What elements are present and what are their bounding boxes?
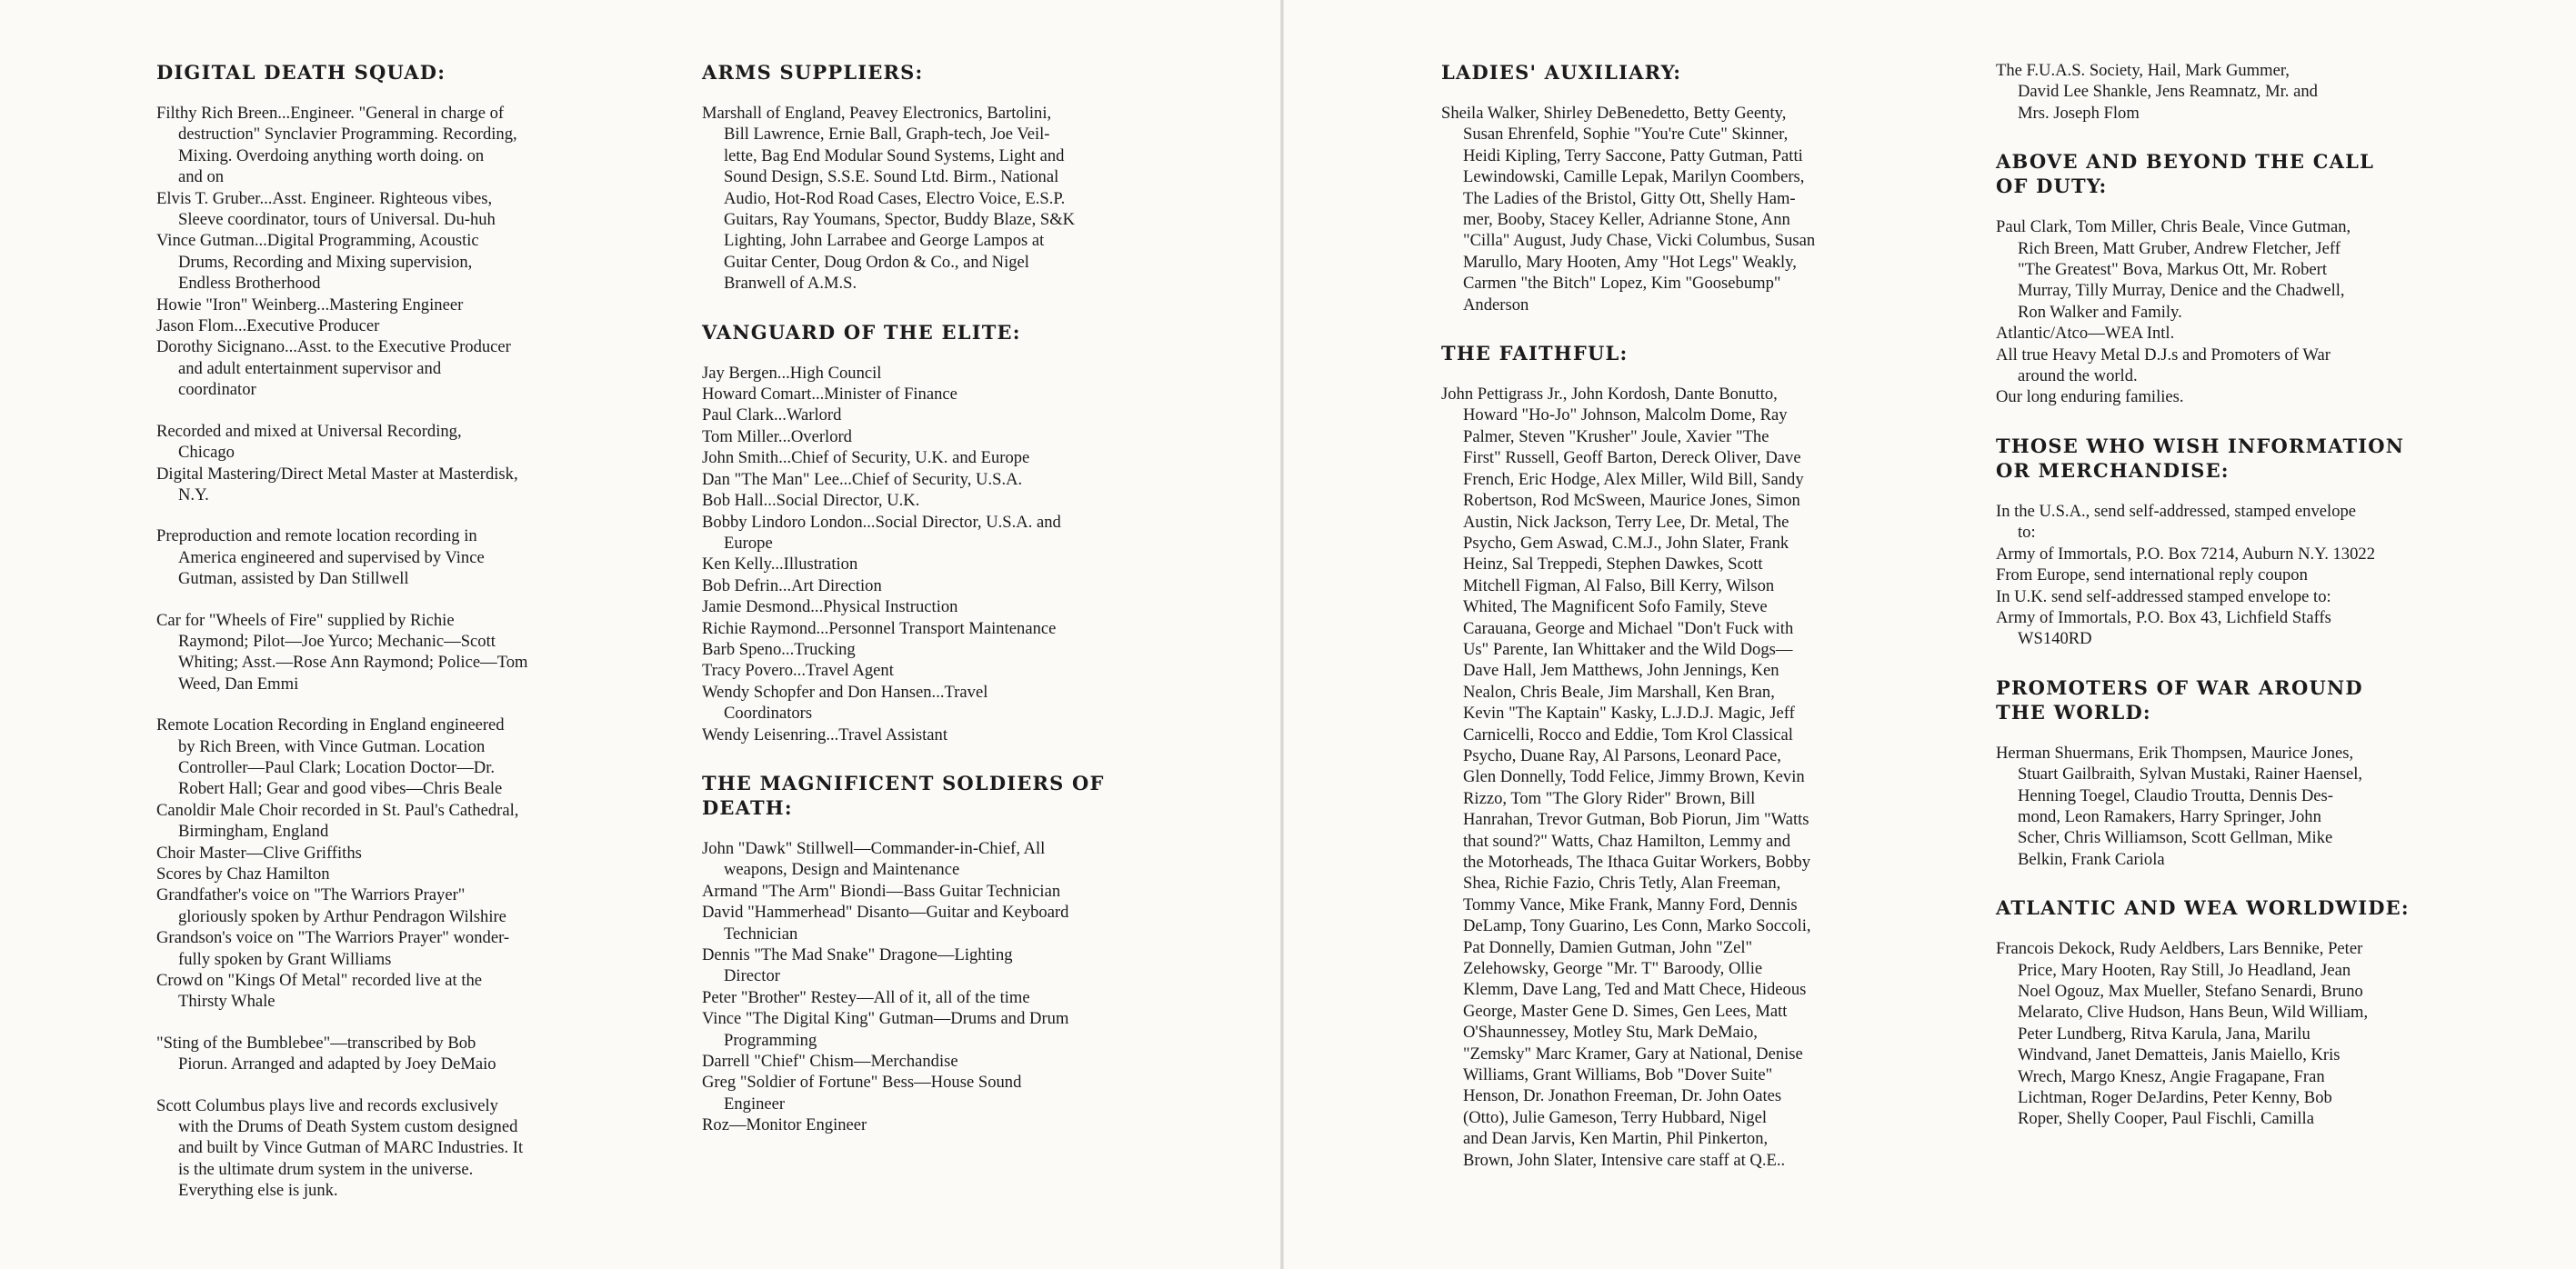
credit-line-continued: gloriously spoken by Arthur Pendragon Wilshire (178, 906, 506, 926)
credit-entry (156, 1095, 575, 1202)
credit-entry (1996, 216, 2414, 323)
credit-line: Our long enduring families. (1996, 387, 2184, 407)
section-heading: THE MAGNIFICENT SOLDIERS OF DEATH: (702, 771, 1105, 819)
credit-entry (156, 525, 575, 589)
credit-line-continued: Roper, Shelly Cooper, Paul Fischli, Camilla (2018, 1109, 2314, 1129)
credit-line: Marshall of England, Peavey Electronics, Bartolini, (702, 104, 1052, 123)
credit-line-continued: Guitar Center, Doug Ordon & Co., and Nigel (724, 252, 1029, 272)
page-fold (1280, 0, 1284, 1269)
credit-entry (1996, 386, 2414, 407)
credit-line-continued: DeLamp, Tony Guarino, Les Conn, Marko Soccoli, (1463, 916, 1811, 936)
credit-line-continued: Bill Lawrence, Ernie Ball, Graph-tech, Joe Veil- (724, 125, 1050, 145)
credit-line-continued: Hanrahan, Trevor Gutman, Bob Piorun, Jim "Watts (1463, 810, 1809, 830)
credit-line-continued: Henning Toegel, Claudio Troutta, Dennis Des- (2018, 785, 2333, 805)
credit-line: Car for "Wheels of Fire" supplied by Richie (156, 610, 455, 630)
column-4 (1996, 60, 2414, 1155)
credit-entry (156, 610, 575, 695)
credit-line: Jason Flom...Executive Producer (156, 316, 380, 336)
credit-entry (1996, 607, 2414, 650)
section-heading: THOSE WHO WISH INFORMATION OR MERCHANDISE: (1996, 434, 2405, 482)
credit-entry (702, 902, 1129, 944)
credit-entry (702, 618, 1129, 639)
credit-line: Recorded and mixed at Universal Recording, (156, 421, 462, 441)
credit-line: Grandson's voice on "The Warriors Prayer" wonder- (156, 928, 510, 948)
credits-paragraph (702, 363, 1129, 745)
credit-line-continued: Birmingham, England (178, 822, 329, 842)
credit-entry (156, 927, 575, 970)
credit-line-continued: Us" Parente, Ian Whittaker and the Wild Dogs— (1463, 639, 1793, 659)
credit-line-continued: fully spoken by Grant Williams (178, 949, 392, 969)
credit-entry (702, 1072, 1129, 1114)
credit-entry (702, 1051, 1129, 1072)
credit-line-continued: Piorun. Arranged and adapted by Joey DeMaio (178, 1054, 496, 1074)
credit-line-continued: Drums, Recording and Mixing supervision, (178, 252, 473, 272)
credit-line-continued: around the world. (2018, 366, 2138, 386)
credit-line-continued: Windvand, Janet Dematteis, Janis Maiello, Kris (2018, 1045, 2340, 1065)
credit-line-continued: Wrech, Margo Knesz, Angie Fragapane, Fran (2018, 1066, 2325, 1086)
credit-line-continued: and Dean Jarvis, Ken Martin, Phil Pinkerton, (1463, 1129, 1769, 1149)
credit-line-continued: Sound Design, S.S.E. Sound Ltd. Birm., National (724, 167, 1059, 187)
credits-section (1996, 895, 2414, 1130)
credit-line: Atlantic/Atco—WEA Intl. (1996, 324, 2175, 344)
credit-entry (702, 987, 1129, 1008)
credit-line: Tracy Povero...Travel Agent (702, 661, 894, 681)
credit-line: Armand "The Arm" Biondi—Bass Guitar Technician (702, 881, 1061, 901)
credit-line: Paul Clark, Tom Miller, Chris Beale, Vince Gutman, (1996, 217, 2351, 237)
credit-line: Choir Master—Clive Griffiths (156, 843, 362, 863)
credit-line-continued: Weed, Dan Emmi (178, 674, 299, 694)
credits-section (702, 60, 1129, 295)
credit-line-continued: Director (724, 966, 780, 986)
credit-entry (156, 464, 575, 506)
credit-entry (702, 384, 1129, 405)
credit-entry (1996, 60, 2414, 124)
credit-line: From Europe, send international reply coupon (1996, 565, 2308, 585)
credit-line: Greg "Soldier of Fortune" Bess—House Sound (702, 1073, 1022, 1093)
credit-line: Howard Comart...Minister of Finance (702, 385, 957, 405)
credit-line: Scores by Chaz Hamilton (156, 864, 330, 884)
credit-line: Sheila Walker, Shirley DeBenedetto, Betty Geenty, (1441, 104, 1787, 123)
credit-entry (702, 405, 1129, 425)
credit-line-continued: the Motorheads, The Ithaca Guitar Workers, Bobby (1463, 853, 1810, 872)
credit-entry (1996, 938, 2414, 1130)
credit-line: Digital Mastering/Direct Metal Master at Masterdisk, (156, 464, 518, 484)
credit-entry (156, 843, 575, 864)
credit-line-continued: First" Russell, Geoff Barton, Dereck Oliver, Dave (1463, 448, 1801, 468)
credit-entry (702, 660, 1129, 681)
credit-line-continued: destruction" Synclavier Programming. Recording, (178, 125, 517, 145)
credit-line-continued: Austin, Nick Jackson, Terry Lee, Dr. Metal, The (1463, 512, 1789, 532)
credit-line-continued: "Cilla" August, Judy Chase, Vicki Columbus, Susan (1463, 231, 1816, 251)
credit-line-continued: Lighting, John Larrabee and George Lampos at (724, 231, 1045, 251)
credit-line: Grandfather's voice on "The Warriors Prayer" (156, 885, 466, 905)
credit-line-continued: George, Master Gene D. Simes, Gen Lees, Matt (1463, 1001, 1788, 1021)
credit-line-continued: and adult entertainment supervisor and (178, 358, 442, 378)
credit-line-continued: and built by Vince Gutman of MARC Industries. It (178, 1138, 524, 1158)
section-heading: ABOVE AND BEYOND THE CALL OF DUTY: (1996, 150, 2375, 198)
credit-line-continued: Mitchell Figman, Al Falso, Bill Kerry, Wilson (1463, 575, 1775, 595)
credits-section (1996, 675, 2414, 870)
credits-section (1996, 149, 2414, 408)
column-1 (156, 60, 575, 1227)
credit-line-continued: weapons, Design and Maintenance (724, 860, 960, 880)
credit-line-continued: Raymond; Pilot—Joe Yurco; Mechanic—Scott (178, 631, 496, 651)
credit-line-continued: Scher, Chris Williamson, Scott Gellman, Mike (2018, 828, 2333, 848)
credit-entry (1441, 103, 1869, 315)
credit-line-continued: Sleeve coordinator, tours of Universal. Du-huh (178, 210, 496, 230)
credit-line-continued: The Ladies of the Bristol, Gitty Ott, Shelly Ham- (1463, 188, 1796, 208)
credit-line-continued: Anderson (1463, 295, 1529, 315)
credit-line: David "Hammerhead" Disanto—Guitar and Keyboard (702, 903, 1069, 923)
credit-line: Roz—Monitor Engineer (702, 1115, 867, 1135)
credit-entry (702, 363, 1129, 384)
credits-section (1441, 341, 1869, 1171)
credit-line-continued: Lewindowski, Camille Lepak, Marilyn Coombers, (1463, 167, 1805, 187)
credits-paragraph (156, 610, 575, 695)
credit-line-continued: O'Shaunnessey, Motley Stu, Mark DeMaio, (1463, 1023, 1758, 1043)
credit-line-continued: Nealon, Chris Beale, Jim Marshall, Ken Bran, (1463, 682, 1775, 702)
credit-entry (702, 1114, 1129, 1135)
credit-line-continued: Glen Donnelly, Todd Felice, Jimmy Brown, Kevin (1463, 767, 1805, 787)
credit-entry (702, 469, 1129, 490)
credit-line-continued: Howard "Ho-Jo" Johnson, Malcolm Dome, Ray (1463, 405, 1788, 425)
credit-line: Jay Bergen...High Council (702, 363, 882, 383)
credit-entry (1996, 743, 2414, 870)
credits-section (702, 320, 1129, 745)
credits-paragraph (156, 714, 575, 1013)
credit-entry (156, 315, 575, 336)
credit-line-continued: Lichtman, Roger DeJardins, Peter Kenny, Bob (2018, 1088, 2332, 1107)
credit-entry (156, 336, 575, 400)
section-heading: DIGITAL DEATH SQUAD: (156, 61, 446, 84)
credits-paragraph (156, 103, 575, 401)
credit-line-continued: Guitars, Ray Youmans, Spector, Buddy Blaze, S&K (724, 210, 1076, 230)
credit-entry (156, 800, 575, 843)
credit-entry (702, 944, 1129, 987)
credit-entry (702, 596, 1129, 617)
credit-entry (702, 682, 1129, 724)
credits-paragraph (1996, 216, 2414, 408)
credit-line-continued: WS140RD (2018, 629, 2092, 649)
credit-line: Francois Dekock, Rudy Aeldbers, Lars Bennike, Peter (1996, 939, 2363, 959)
credit-line: Army of Immortals, P.O. Box 7214, Auburn N.Y. 13022 (1996, 544, 2375, 564)
credit-line-continued: Tommy Vance, Mike Frank, Manny Ford, Dennis (1463, 894, 1798, 914)
credit-entry (156, 714, 575, 800)
credits-paragraph (1996, 743, 2414, 870)
credit-entry (702, 103, 1129, 295)
credit-line-continued: French, Eric Hodge, Alex Miller, Wild Bill, Sandy (1463, 469, 1804, 489)
credit-line: Dennis "The Mad Snake" Dragone—Lighting (702, 945, 1013, 964)
credit-line-continued: is the ultimate drum system in the universe. (178, 1159, 474, 1179)
credit-line: Wendy Schopfer and Don Hansen...Travel (702, 682, 988, 702)
credit-entry (702, 639, 1129, 660)
credits-paragraph (1996, 60, 2414, 124)
credit-line-continued: Audio, Hot-Rod Road Cases, Electro Voice, E.S.P. (724, 188, 1066, 208)
credit-line-continued: Noel Ogouz, Max Mueller, Stefano Senardi, Bruno (2018, 981, 2363, 1001)
credits-paragraph (1996, 501, 2414, 650)
credit-entry (702, 554, 1129, 575)
credit-entry (1996, 544, 2414, 565)
credit-line-continued: Belkin, Frank Cariola (2018, 849, 2165, 869)
credit-line-continued: mer, Booby, Stacey Keller, Adrianne Stone, Ann (1463, 210, 1790, 230)
credit-line: John "Dawk" Stillwell—Commander-in-Chief, All (702, 838, 1046, 858)
credit-line-continued: by Rich Breen, with Vince Gutman. Location (178, 736, 486, 756)
credit-line-continued: Zelehowsky, George "Mr. T" Baroody, Ollie (1463, 959, 1763, 979)
credit-line-continued: Robert Hall; Gear and good vibes—Chris Beale (178, 779, 503, 799)
credits-paragraph (702, 103, 1129, 295)
credit-entry (702, 447, 1129, 468)
credit-line-continued: Peter Lundberg, Ritva Karula, Jana, Marilu (2018, 1024, 2310, 1044)
credit-entry (702, 1008, 1129, 1051)
credit-line-continued: Klemm, Dave Lang, Ted and Matt Chece, Hideous (1463, 980, 1807, 1000)
credit-line-continued: Susan Ehrenfeld, Sophie "You're Cute" Skinner, (1463, 125, 1789, 145)
credit-line-continued: Murray, Tilly Murray, Denice and the Chadwell, (2018, 281, 2345, 301)
credit-line: Canoldir Male Choir recorded in St. Paul's Cathedral, (156, 800, 519, 820)
credit-entry (156, 970, 575, 1013)
credit-line: Scott Columbus plays live and records exclusively (156, 1095, 498, 1115)
credit-entry (156, 103, 575, 188)
credit-line-continued: Robertson, Rod McSween, Maurice Jones, Simon (1463, 491, 1800, 511)
credit-line: In U.K. send self-addressed stamped envelope to: (1996, 586, 2331, 606)
credits-section (1441, 60, 1869, 315)
credit-line: Paul Clark...Warlord (702, 405, 842, 425)
credit-line-continued: Marullo, Mary Hooten, Amy "Hot Legs" Weakly, (1463, 252, 1797, 272)
credit-line: Filthy Rich Breen...Engineer. "General in charge of (156, 104, 505, 123)
credit-line: Army of Immortals, P.O. Box 43, Lichfield Staffs (1996, 607, 2331, 627)
credit-entry (702, 881, 1129, 902)
credit-line-continued: Rich Breen, Matt Gruber, Andrew Fletcher, Jeff (2018, 238, 2340, 258)
section-heading: VANGUARD OF THE ELITE: (702, 320, 1021, 344)
credit-line-continued: Engineer (724, 1094, 786, 1114)
credit-line: Bobby Lindoro London...Social Director, U.S.A. and (702, 512, 1061, 532)
credit-line: Ken Kelly...Illustration (702, 555, 858, 575)
credit-entry (702, 838, 1129, 881)
credit-line: John Pettigrass Jr., John Kordosh, Dante Bonutto, (1441, 385, 1778, 405)
credit-entry (156, 230, 575, 294)
credits-paragraph (156, 525, 575, 589)
credit-line-continued: Carauana, George and Michael "Don't Fuck with (1463, 618, 1794, 638)
credit-line-continued: Price, Mary Hooten, Ray Still, Jo Headland, Jean (2018, 960, 2351, 980)
credit-entry (156, 1033, 575, 1075)
credit-line-continued: Psycho, Gem Aswad, C.M.J., John Slater, Frank (1463, 533, 1789, 553)
credit-entry (1996, 323, 2414, 344)
credit-line-continued: Palmer, Steven "Krusher" Joule, Xavier "The (1463, 426, 1769, 446)
credit-line: Barb Speno...Trucking (702, 639, 856, 659)
credit-line: Peter "Brother" Restey—All of it, all of the time (702, 987, 1030, 1007)
credits-paragraph (156, 1095, 575, 1202)
credit-entry (156, 188, 575, 231)
credit-entry (1996, 586, 2414, 607)
credit-line-continued: Branwell of A.M.S. (724, 274, 857, 294)
credit-line-continued: and on (178, 167, 225, 187)
column-3 (1441, 60, 1869, 1196)
credit-line-continued: lette, Bag End Modular Sound Systems, Light and (724, 145, 1065, 165)
credit-line: Vince "The Digital King" Gutman—Drums and Drum (702, 1009, 1069, 1029)
credit-line-continued: Chicago (178, 443, 235, 463)
credit-line: Dorothy Sicignano...Asst. to the Executive Producer (156, 337, 511, 357)
credit-line-continued: Everything else is junk. (178, 1181, 338, 1201)
credit-line: All true Heavy Metal D.J.s and Promoters of War (1996, 345, 2330, 365)
section-heading: ARMS SUPPLIERS: (702, 61, 924, 84)
credit-line-continued: Europe (724, 533, 773, 553)
credit-line-continued: Psycho, Duane Ray, Al Parsons, Leonard Pace, (1463, 745, 1781, 765)
credit-line-continued: America engineered and supervised by Vince (178, 547, 485, 567)
credit-line-continued: Brown, John Slater, Intensive care staff at Q.E.. (1463, 1150, 1786, 1170)
credit-entry (1996, 501, 2414, 544)
credit-line-continued: Programming (724, 1030, 817, 1050)
credit-line: John Smith...Chief of Security, U.K. and Europe (702, 448, 1030, 468)
credit-line: Crowd on "Kings Of Metal" recorded live at the (156, 971, 483, 991)
credit-line: Jamie Desmond...Physical Instruction (702, 597, 958, 617)
credit-entry (156, 295, 575, 315)
column-2 (702, 60, 1129, 1162)
credit-entry (1996, 565, 2414, 585)
credit-line-continued: Heinz, Sal Treppedi, Stephen Dawkes, Scott (1463, 555, 1763, 575)
credit-line: Preproduction and remote location recording in (156, 526, 477, 546)
credit-entry (156, 884, 575, 927)
credit-line: "Sting of the Bumblebee"—transcribed by Bob (156, 1033, 476, 1053)
section-heading: PROMOTERS OF WAR AROUND THE WORLD: (1996, 675, 2363, 724)
credit-line-continued: Gutman, assisted by Dan Stillwell (178, 569, 409, 589)
credits-paragraph (1441, 384, 1869, 1171)
credit-line-continued: Kevin "The Kaptain" Kasky, L.J.D.J. Magic, Jeff (1463, 704, 1795, 724)
credit-line-continued: Pat Donnelly, Damien Gutman, John "Zel" (1463, 937, 1753, 957)
credits-paragraph (1996, 938, 2414, 1130)
credit-line: In the U.S.A., send self-addressed, stamped envelope (1996, 501, 2357, 521)
credit-line-continued: Ron Walker and Family. (2018, 302, 2182, 322)
credit-line-continued: "Zemsky" Marc Kramer, Gary at National, Denise (1463, 1044, 1803, 1064)
credit-line-continued: Controller—Paul Clark; Location Doctor—Dr. (178, 757, 496, 777)
credits-section (156, 60, 575, 1202)
credit-line-continued: Williams, Grant Williams, Bob "Dover Suite" (1463, 1065, 1773, 1085)
credit-line: Elvis T. Gruber...Asst. Engineer. Righteous vibes, (156, 188, 493, 208)
credit-line-continued: Melarato, Clive Hudson, Hans Beun, Wild William, (2018, 1003, 2369, 1023)
credit-line: The F.U.A.S. Society, Hail, Mark Gummer, (1996, 61, 2290, 80)
credit-line: Darrell "Chief" Chism—Merchandise (702, 1052, 958, 1072)
credit-entry (156, 864, 575, 884)
credit-line-continued: Carmen "the Bitch" Lopez, Kim "Goosebump" (1463, 274, 1781, 294)
credit-line-continued: Stuart Gailbraith, Sylvan Mustaki, Rainer Haensel, (2018, 764, 2363, 784)
credit-line-continued: David Lee Shankle, Jens Reamnatz, Mr. and (2018, 82, 2318, 102)
credit-line-continued: mond, Leon Ramakers, Harry Springer, John (2018, 806, 2321, 826)
credit-entry (702, 724, 1129, 745)
credit-entry (156, 421, 575, 464)
credit-line-continued: (Otto), Julie Gameson, Terry Hubbard, Nigel (1463, 1107, 1767, 1127)
credit-line-continued: Mrs. Joseph Flom (2018, 103, 2140, 123)
credit-line-continued: Rizzo, Tom "The Glory Rider" Brown, Bill (1463, 788, 1756, 808)
credit-line-continued: Whiting; Asst.—Rose Ann Raymond; Police—Tom (178, 653, 528, 673)
credit-line-continued: that sound?" Watts, Chaz Hamilton, Lemmy and (1463, 831, 1790, 851)
credits-paragraph (156, 421, 575, 506)
credit-line-continued: Carnicelli, Rocco and Eddie, Tom Krol Classical (1463, 724, 1793, 744)
credit-line-continued: Technician (724, 924, 798, 944)
credit-line: Remote Location Recording in England engineered (156, 715, 505, 735)
credits-paragraph (1441, 103, 1869, 315)
credit-entry (702, 490, 1129, 511)
section-heading: THE FAITHFUL: (1441, 342, 1629, 365)
credit-line-continued: N.Y. (178, 485, 209, 505)
credit-line-continued: Dave Hall, Jem Matthews, John Jennings, Ken (1463, 661, 1779, 681)
credits-paragraph (156, 1033, 575, 1075)
credit-line: Dan "The Man" Lee...Chief of Security, U.S.A. (702, 469, 1023, 489)
credit-line-continued: with the Drums of Death System custom designed (178, 1117, 518, 1137)
credit-line: Vince Gutman...Digital Programming, Acoustic (156, 231, 479, 251)
credits-section (702, 771, 1129, 1136)
credit-line-continued: Heidi Kipling, Terry Saccone, Patty Gutman, Patti (1463, 145, 1803, 165)
credit-entry (1441, 384, 1869, 1171)
credit-entry (702, 426, 1129, 447)
credits-section (1996, 60, 2414, 124)
credit-entry (702, 575, 1129, 596)
credit-line-continued: Shea, Richie Fazio, Chris Tetly, Alan Freeman, (1463, 874, 1781, 894)
credit-line: Tom Miller...Overlord (702, 426, 852, 446)
credit-line-continued: "The Greatest" Bova, Markus Ott, Mr. Robert (2018, 260, 2327, 280)
credit-entry (1996, 345, 2414, 387)
credit-line: Bob Hall...Social Director, U.K. (702, 491, 920, 511)
credit-line: Richie Raymond...Personnel Transport Maintenance (702, 618, 1057, 638)
credit-line-continued: coordinator (178, 380, 256, 400)
credits-paragraph (702, 838, 1129, 1136)
credit-line-continued: Coordinators (724, 704, 813, 724)
credits-section (1996, 434, 2414, 650)
credit-line-continued: to: (2018, 523, 2036, 543)
credit-line-continued: Henson, Dr. Jonathon Freeman, Dr. John Oates (1463, 1086, 1782, 1106)
credit-line-continued: Whited, The Magnificent Sofo Family, Steve (1463, 597, 1768, 617)
credit-line-continued: Endless Brotherhood (178, 274, 321, 294)
section-heading: LADIES' AUXILIARY: (1441, 61, 1682, 84)
credit-line: Herman Shuermans, Erik Thompsen, Maurice Jones, (1996, 743, 2354, 763)
credit-line-continued: Thirsty Whale (178, 992, 276, 1012)
credit-line: Bob Defrin...Art Direction (702, 575, 882, 595)
section-heading: ATLANTIC AND WEA WORLDWIDE: (1996, 896, 2410, 920)
credit-line: Wendy Leisenring...Travel Assistant (702, 724, 947, 744)
credit-entry (702, 512, 1129, 555)
credit-line: Howie "Iron" Weinberg...Mastering Engineer (156, 295, 464, 315)
credit-line-continued: Mixing. Overdoing anything worth doing. on (178, 145, 485, 165)
